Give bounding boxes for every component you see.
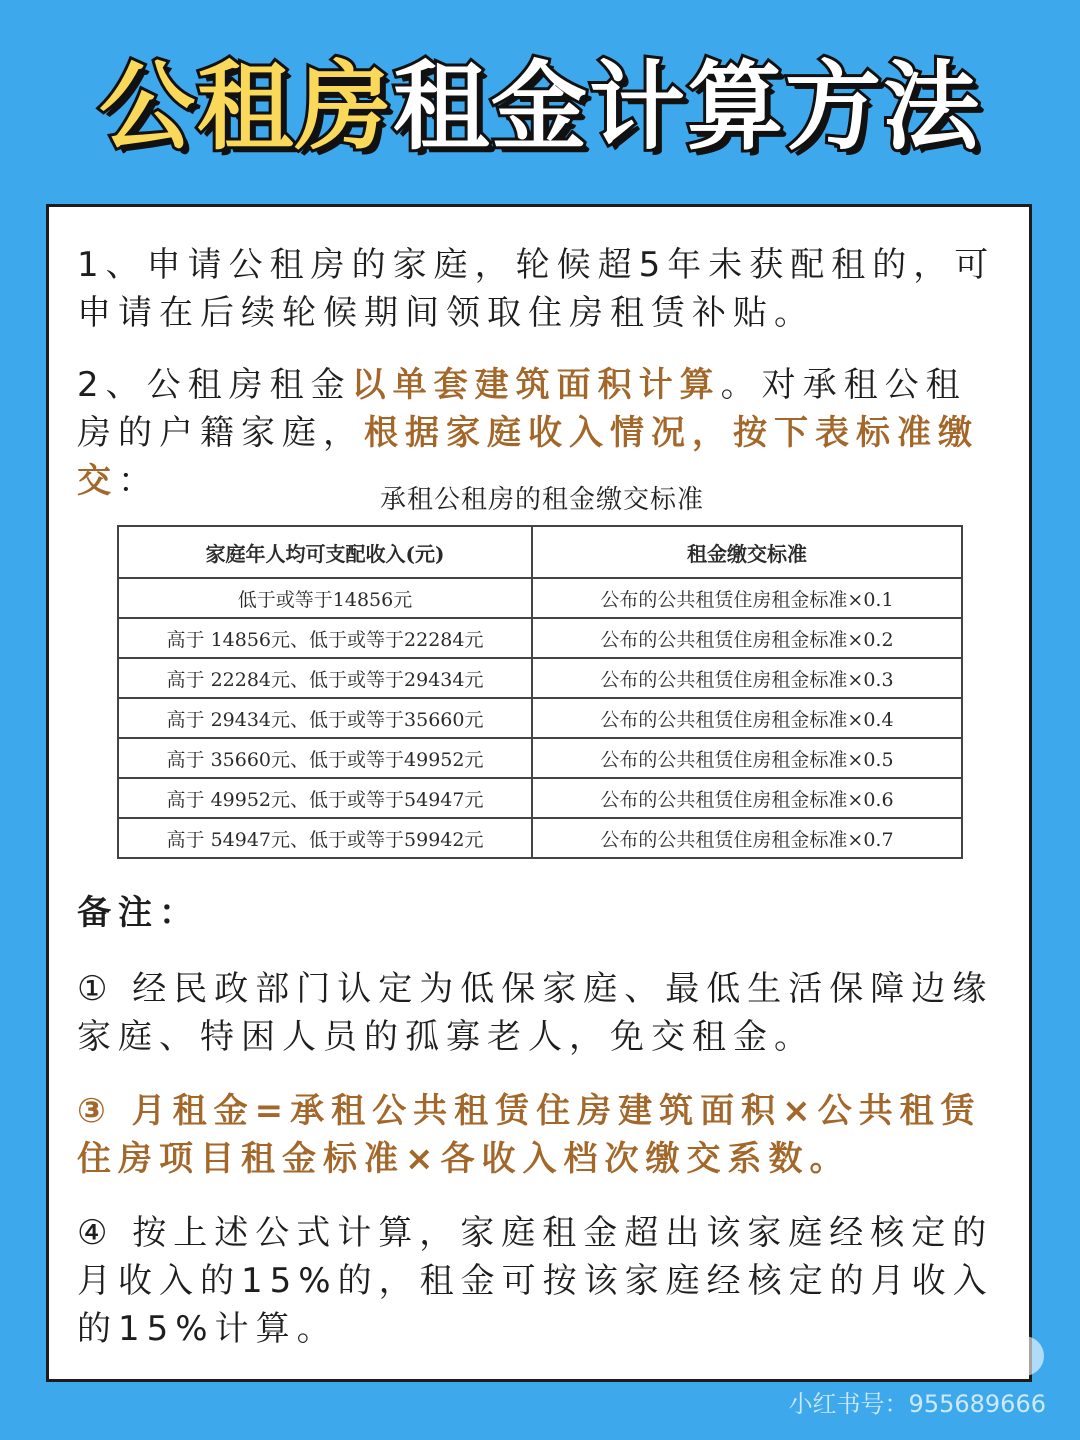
watermark-badge — [966, 1336, 1044, 1376]
table-cell-income: 高于 14856元、低于或等于22284元 — [118, 618, 532, 658]
paragraph-2-highlight-b: 根据家庭收入情况，按下表标准缴交 — [77, 413, 979, 501]
table-row — [118, 618, 962, 658]
table-cell-income: 高于 22284元、低于或等于29434元 — [118, 658, 532, 698]
table-header-row — [118, 526, 962, 578]
table-row — [118, 658, 962, 698]
watermark: 小红书号：955689666 — [788, 1390, 1046, 1418]
title-main: 租金计算方法 — [393, 51, 981, 163]
table-cell-standard: 公布的公共租赁住房租金标准×0.6 — [532, 778, 962, 818]
paragraph-2-text-b: 。对承租公租房的户籍家庭， — [77, 365, 967, 453]
table-cell-income: 低于或等于14856元 — [118, 578, 532, 618]
note-4: ④ 按上述公式计算，家庭租金超出该家庭经核定的月收入的15%的，租金可按该家庭经核定的月收入的15%计算。 — [77, 1213, 994, 1349]
content-card — [46, 204, 1032, 1382]
table-header-income: 家庭年人均可支配收入(元) — [118, 526, 532, 578]
table-cell-income: 高于 29434元、低于或等于35660元 — [118, 698, 532, 738]
title-highlight: 公租房 — [99, 51, 393, 163]
table-cell-standard: 公布的公共租赁住房租金标准×0.4 — [532, 698, 962, 738]
table-cell-standard: 公布的公共租赁住房租金标准×0.7 — [532, 818, 962, 858]
note-1: ① 经民政部门认定为低保家庭、最低生活保障边缘家庭、特困人员的孤寡老人，免交租金。 — [77, 969, 994, 1057]
notes-heading: 备注： — [77, 893, 200, 933]
table-header-standard: 租金缴交标准 — [532, 526, 962, 578]
table-row — [118, 778, 962, 818]
table-row — [118, 698, 962, 738]
paragraph-2-text-c: ： — [118, 461, 159, 501]
table-cell-income: 高于 49952元、低于或等于54947元 — [118, 778, 532, 818]
paragraph-2-text-a: 2、公租房租金 — [77, 365, 352, 405]
table-row — [118, 738, 962, 778]
table-cell-income: 高于 54947元、低于或等于59942元 — [118, 818, 532, 858]
note-3: ③ 月租金=承租公共租赁住房建筑面积×公共租赁住房项目租金标准×各收入档次缴交系数。 — [77, 1091, 982, 1179]
table-caption: 承租公租房的租金缴交标准 — [379, 485, 704, 515]
rent-standard-table — [117, 525, 963, 859]
table-row — [118, 818, 962, 858]
table-cell-income: 高于 35660元、低于或等于49952元 — [118, 738, 532, 778]
table-cell-standard: 公布的公共租赁住房租金标准×0.5 — [532, 738, 962, 778]
table-cell-standard: 公布的公共租赁住房租金标准×0.2 — [532, 618, 962, 658]
table-row — [118, 578, 962, 618]
page-title — [0, 42, 1080, 172]
paragraph-1: 1、申请公租房的家庭，轮候超5年未获配租的，可申请在后续轮候期间领取住房租赁补贴。 — [77, 245, 996, 333]
paragraph-2-highlight-a: 以单套建筑面积计算 — [351, 365, 721, 405]
table-cell-standard: 公布的公共租赁住房租金标准×0.1 — [532, 578, 962, 618]
table-cell-standard: 公布的公共租赁住房租金标准×0.3 — [532, 658, 962, 698]
